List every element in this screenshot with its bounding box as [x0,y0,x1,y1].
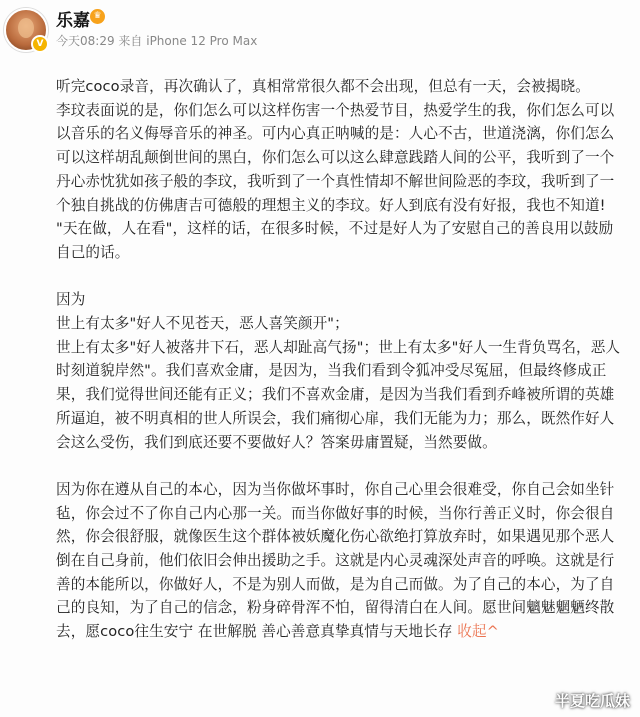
post-text-line [56,478,636,502]
post-text: 毡，你会过不了你自己内心那一关。而当你做好事的时候，当你行善正义时，你会很自 [56,504,615,522]
post-text-line [56,194,636,218]
post-text-line [56,549,636,573]
post-text: 个独自挑战的仿佛唐吉可德般的理想主义的李玟。好人到底有没有好报，我也不知道! [56,196,606,214]
post-text-line [56,170,636,194]
post-text: 会这么受伤，我们到底还要不要做好人？答案毋庸置疑，当然要做。 [56,433,497,451]
post-text: 可以这样胡乱颠倒世间的黑白，你们怎么可以这么肆意践踏人间的公平，我听到了一个 [56,149,615,167]
post-text: 自己的话。 [56,243,130,261]
collapse-link[interactable]: 收起^ [457,623,499,641]
post-text: 因为你在遵从自己的本心，因为当你做坏事时，你自己心里会很难受，你自己会如坐针 [56,480,615,498]
username[interactable]: 乐嘉 [56,11,90,31]
post-text: 世上有太多"好人被落井下石，恶人却趾高气扬"；世上有太多"好人一生背负骂名，恶人 [56,338,621,356]
post-text-line [56,75,636,99]
post-text-line [56,241,636,265]
post-source: 来自 iPhone 12 Pro Max [118,34,258,48]
post-text: 以音乐的名义侮辱音乐的神圣。可内心真正呐喊的是：人心不古，世道浇漓，你们怎么 [56,125,615,143]
post-text-line [56,336,636,360]
post-text: 所逼迫，被不明真相的世人所误会，我们痛彻心扉，我们无能为力；那么，既然作好人 [56,409,615,427]
vip-crown-icon: ♛ [90,9,105,24]
post-text: 世上有太多"好人不见苍天，恶人喜笑颜开"； [56,315,349,333]
verified-v-icon: V [31,35,49,53]
post-text: 善的本能所以，你做好人，不是为别人而做，是为自己而做。为了自己的本心，为了自 [56,575,615,593]
post-text-line [56,383,636,407]
post-text: 李玟表面说的是，你们怎么可以这样伤害一个热爱节目，热爱学生的我，你们怎么可以 [56,101,615,119]
post-text-line [56,620,636,644]
post-text-line [56,146,636,170]
post-text: 丹心赤忱犹如孩子般的李玟，我听到了一个真性情却不解世间险恶的李玟，我听到了一 [56,172,615,190]
post-text-line [56,359,636,383]
post-time: 今天08:29 [56,34,115,48]
post-text-line [56,431,636,455]
post-content [56,75,636,644]
post-text: 己的良知，为了自己的信念，粉身碎骨浑不怕，留得清白在人间。愿世间魑魅魍魉终散 [56,599,615,617]
post-text: 果，我们觉得世间还能有正义；我们不喜欢金庸，是因为当我们看到乔峰被所谓的英雄 [56,386,615,404]
post-text: "天在做，人在看"，这样的话，在很多时候，不过是好人为了安慰自己的善良用以鼓励 [56,220,614,238]
post-text: 听完coco录音，再次确认了，真相常常很久都不会出现，但总有一天，会被揭晓。 [56,78,590,95]
post-text-line [56,596,636,620]
post-text: 时刻道貌岸然"。我们喜欢金庸，是因为，当我们看到令狐冲受尽冤屈，但最终修成正 [56,362,607,380]
post-text: 因为 [56,291,86,309]
post-text-line [56,99,636,123]
post-text: 倒在自己身前，他们依旧会伸出援助之手。这就是内心灵魂深处声音的呼唤。这就是行 [56,552,615,570]
post-text: 去，愿coco往生安宁 在世解脱 善心善意真挚真情与天地长存 [56,623,453,641]
post-header [0,0,640,70]
post-meta [56,32,257,49]
post-text-line [56,502,636,526]
watermark: 半夏吃瓜妹 [554,692,630,710]
paragraph-gap [56,454,636,478]
post-text: 然，你会很舒服，就像医生这个群体被妖魔化伤心欲绝打算放弃时，如果遇见那个恶人 [56,528,615,546]
post-text-line [56,407,636,431]
post-text-line [56,525,636,549]
post-text-line [56,217,636,241]
post-text-line [56,573,636,597]
post-text-line [56,122,636,146]
paragraph-gap [56,265,636,289]
post-text-line [56,312,636,336]
post-text-line [56,288,636,312]
